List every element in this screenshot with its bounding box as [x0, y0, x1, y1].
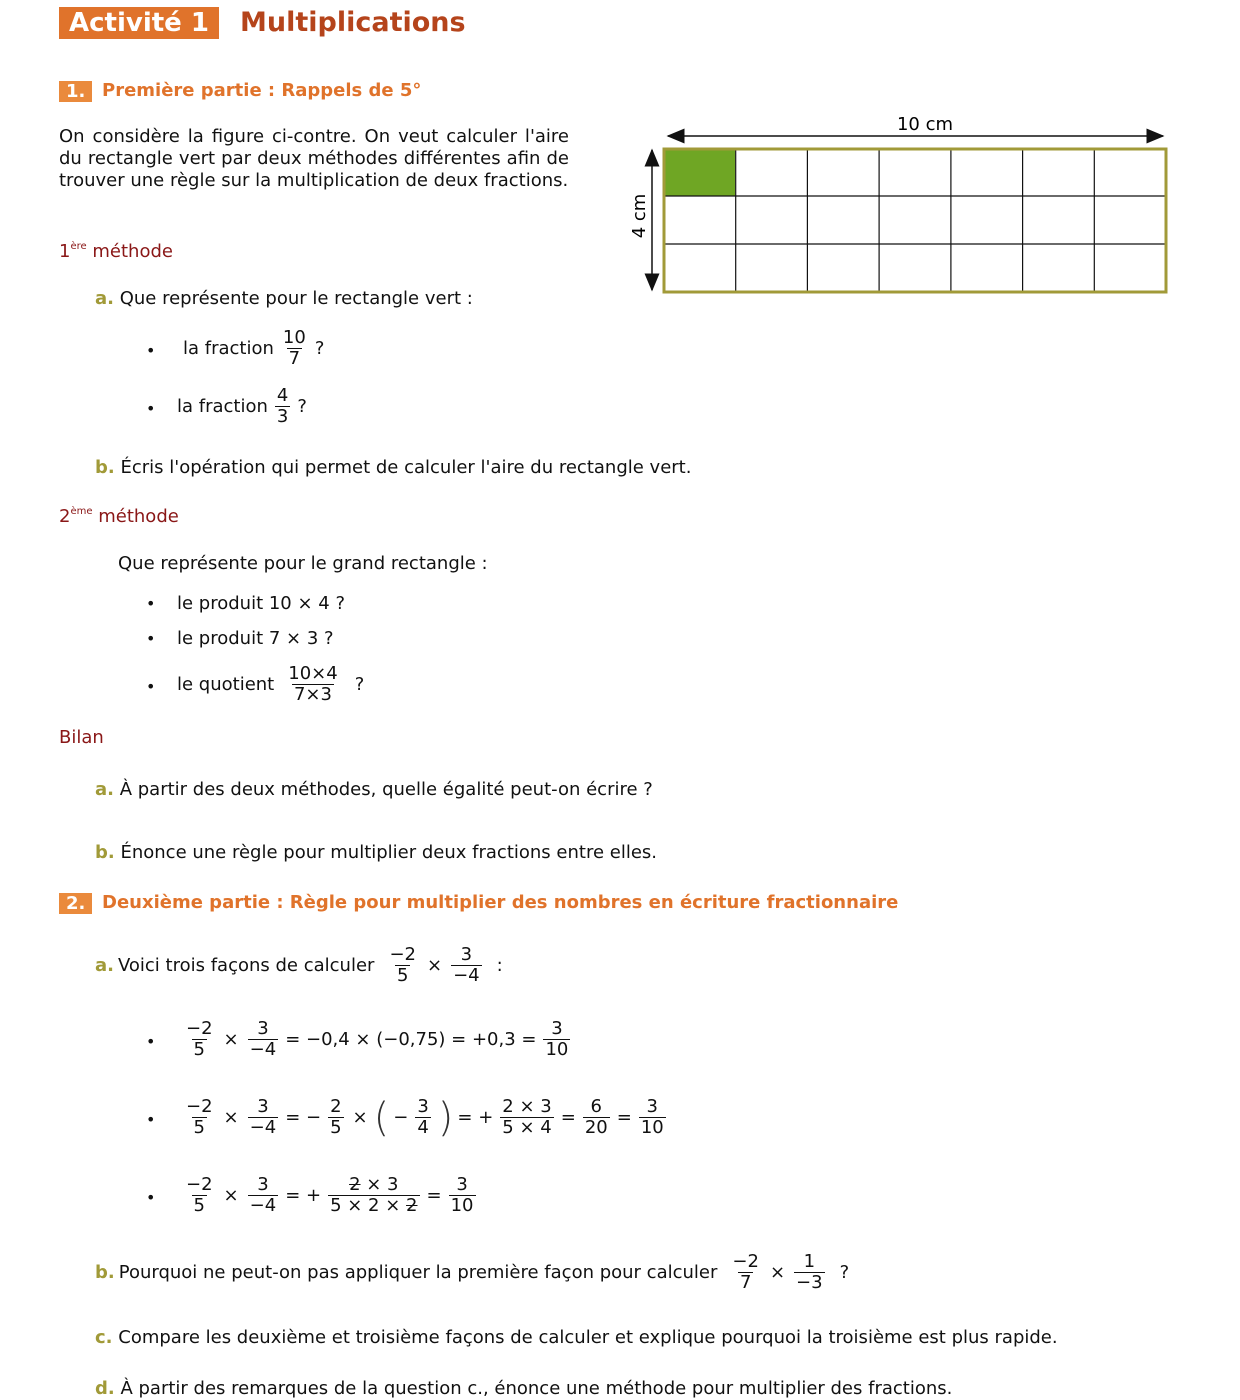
question-1a: a. Que représente pour le rectangle vert :	[95, 288, 473, 309]
fraction-quotient: $\frac{10\times 4}{7\times 3}$	[288, 663, 338, 705]
bullet-fraction-4-3: la fraction $\frac{4}{3}$ ?	[177, 385, 307, 427]
big-rectangle	[664, 149, 1166, 292]
activity-badge: Activité 1	[59, 7, 219, 39]
question-1b: b. Écris l'opération qui permet de calculer l'aire du rectangle vert.	[95, 457, 692, 478]
method-2-text: Que représente pour le grand rectangle :	[118, 553, 488, 574]
question-2d: d. À partir des remarques de la question c., énonce une méthode pour multiplier des fractions.	[95, 1378, 953, 1399]
fraction-10-7: $\frac{10}{7}$	[282, 327, 306, 369]
bullet: •	[146, 1032, 156, 1051]
part1-number: 1.	[59, 81, 92, 102]
part2-title: Deuxième partie : Règle pour multiplier des nombres en écriture fractionnaire	[102, 892, 899, 913]
bullet-fraction-10-7: la fraction $\frac{10}{7}$ ?	[183, 327, 325, 369]
activity-title: Multiplications	[240, 7, 466, 38]
rectangle-figure	[620, 110, 1180, 305]
question-2a: a. Voici trois façons de calculer $\frac{-2}{5}$ × $\frac{3}{-4}$ :	[95, 944, 503, 986]
bullet: •	[146, 1110, 156, 1129]
bullet: •	[146, 1188, 156, 1207]
method-line-1: $\frac{-2}{5}$ × $\frac{3}{-4}$ = −0,4 × (−0,75) = +0,3 = $\frac{3}{10}$	[186, 1018, 569, 1060]
method-2-heading: 2ème méthode	[59, 506, 179, 527]
height-label: 4 cm	[629, 193, 650, 239]
green-cell	[664, 149, 735, 196]
fraction-4-3: $\frac{4}{3}$	[276, 385, 289, 427]
bullet: •	[146, 594, 156, 613]
bullet: •	[146, 341, 156, 360]
part1-title: Première partie : Rappels de 5°	[102, 80, 422, 101]
bullet: •	[146, 629, 156, 648]
product-10x4: le produit 10 × 4 ?	[177, 593, 346, 614]
bilan-heading: Bilan	[59, 727, 104, 748]
bilan-question-a: a. À partir des deux méthodes, quelle égalité peut-on écrire ?	[95, 779, 653, 800]
bilan-question-b: b. Énonce une règle pour multiplier deux fractions entre elles.	[95, 842, 657, 863]
grid-lines	[664, 149, 1166, 292]
bullet: •	[146, 399, 156, 418]
part2-number: 2.	[59, 893, 92, 914]
question-2c: c. Compare les deuxième et troisième façons de calculer et explique pourquoi la troisième est plus rapide.	[95, 1327, 1058, 1348]
quotient-line: le quotient $\frac{10\times 4}{7\times 3}$ ?	[177, 663, 365, 705]
method-line-2: $\frac{-2}{5}$ × $\frac{3}{-4}$ = − $\frac{2}{5}$ × ( − $\frac{3}{4}$ ) = + $\frac{2 \times 3}{5 \times 4}$ = $\frac{6}{20}$ = $\frac{3}{10}$	[186, 1094, 664, 1141]
bullet: •	[146, 677, 156, 696]
product-7x3: le produit 7 × 3 ?	[177, 628, 334, 649]
width-label: 10 cm	[896, 114, 954, 135]
method-1-heading: 1ère méthode	[59, 241, 173, 262]
question-2b: b. Pourquoi ne peut-on pas appliquer la première façon pour calculer $\frac{-2}{7}$ × $\frac{1}{-3}$ ?	[95, 1251, 850, 1293]
method-line-3: $\frac{-2}{5}$ × $\frac{3}{-4}$ = + $\frac{2 \times 3}{5 \times 2 \times 2}$ = $\frac{3}{10}$	[186, 1174, 474, 1216]
part1-intro: On considère la figure ci-contre. On veut calculer l'aire du rectangle vert par deux méthodes différentes afin de trouver une règle sur la multiplication de deux fractions.	[59, 126, 569, 191]
